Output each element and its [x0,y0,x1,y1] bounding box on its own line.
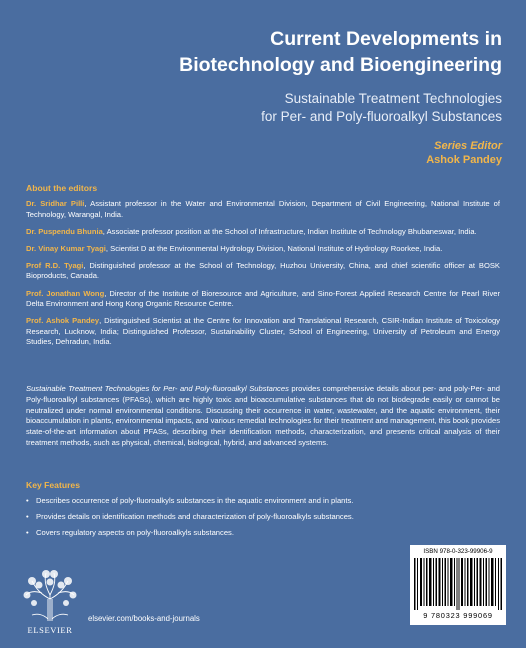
series-editor-name: Ashok Pandey [426,154,502,166]
editor-name: Prof R.D. Tyagi [26,260,84,270]
series-editor-label: Series Editor [434,140,502,152]
feature-text: Describes occurrence of poly-fluoroalkyls substances in the aquatic environment and in plants. [36,496,354,505]
list-item [26,528,500,538]
elsevier-wordmark: ELSEVIER [27,625,73,635]
feature-text: Covers regulatory aspects on poly-fluoroalkyls substances. [36,528,234,537]
editor-bio: , Distinguished professor at the School of Technology, Huzhou University, China, and chief scientific officer at BOSK Bioproducts, Canada. [26,260,500,281]
editor-entry [26,261,500,282]
editor-entry [26,316,500,348]
editor-entry [26,199,500,220]
book-description [26,384,500,449]
title-line-1: Current Developments in [270,28,502,50]
editor-name: Dr. Sridhar Pilli [26,199,85,208]
editor-entry [26,289,500,310]
editor-name: Dr. Puspendu Bhunia [26,226,103,236]
editor-bio: , Assistant professor in the Water and Environmental Division, Department of Civil Engineering, National Institute of Technology, Warangal, India. [26,199,500,219]
bullet-icon: • [26,528,29,537]
editor-entry [26,244,500,255]
bullet-icon: • [26,512,29,521]
editor-name: Prof. Jonathan Wong [26,288,105,298]
elsevier-logo [22,569,78,635]
key-features-heading: Key Features [26,480,80,490]
editor-entry [26,227,500,238]
feature-text: Provides details on identification methods and characterization of poly-fluoroalkyls substances. [36,512,354,521]
subtitle-line-1: Sustainable Treatment Technologies [284,91,502,106]
editor-bio: , Director of the Institute of Bioresource and Agriculture, and Sino-Forest Applied Research Centre for Pearl River Delta Environment and Hong Kong Organic Resource Centre. [26,288,501,309]
editor-name: Dr. Vinay Kumar Tyagi [26,243,106,253]
list-item [26,512,500,522]
bullet-icon: • [26,496,29,505]
editor-bio: , Distinguished Scientist at the Centre for Innovation and Translational Research, CSIR-Indian Institute of Toxicology Research, Lucknow, India; Distinguished Professor, Sustainability Cluster, School of Engineering, University of Petroleum and Energy Studies, Dehradun, India. [26,316,500,347]
book-subtitle [102,90,502,126]
description-body: provides comprehensive details about per- and poly-Per- and Poly-fluoroalkyl substances (PFASs), which are highly toxic and bioaccumulative substances that do not biodegrade easily or cannot be neutralized under normal environmental conditions. Discussing their occurrence in water, wastewater, and the aquatic environment, their bioaccumulation in plants, environmental impacts, and various remedial technologies for their treatment and management, this book provides state-of-the-art information about PFASs, describing their identification methods, characterization, and presents critical analysis of their treatment methods, such as physical, chemical, biological, hybrid, and advanced systems. [26,384,500,447]
book-title [102,26,502,78]
title-line-2: Biotechnology and Bioengineering [179,54,502,76]
editors-list [26,199,500,355]
subtitle-line-2: for Per- and Poly-fluoroalkyl Substances [261,109,502,124]
about-editors-heading: About the editors [26,183,98,193]
tree-icon [22,569,78,623]
editor-bio: , Scientist D at the Environmental Hydrology Division, National Institute of Hydrology Roorkee, India. [105,243,443,253]
barcode-icon [414,558,502,610]
list-item [26,496,500,506]
isbn-barcode [410,545,506,625]
isbn-number: ISBN 978-0-323-99906-9 [423,548,493,555]
editor-bio: , Associate professor position at the School of Infrastructure, Indian Institute of Technology Bhubaneswar, India. [102,226,477,236]
description-book-title: Sustainable Treatment Technologies for Per- and Poly-fluoroalkyl Substances [26,384,289,393]
editor-name: Prof. Ashok Pandey [26,316,100,326]
publisher-website-link[interactable]: elsevier.com/books-and-journals [88,614,200,623]
barcode-digits: 9 780323 999069 [423,611,493,620]
key-features-list [26,496,500,544]
